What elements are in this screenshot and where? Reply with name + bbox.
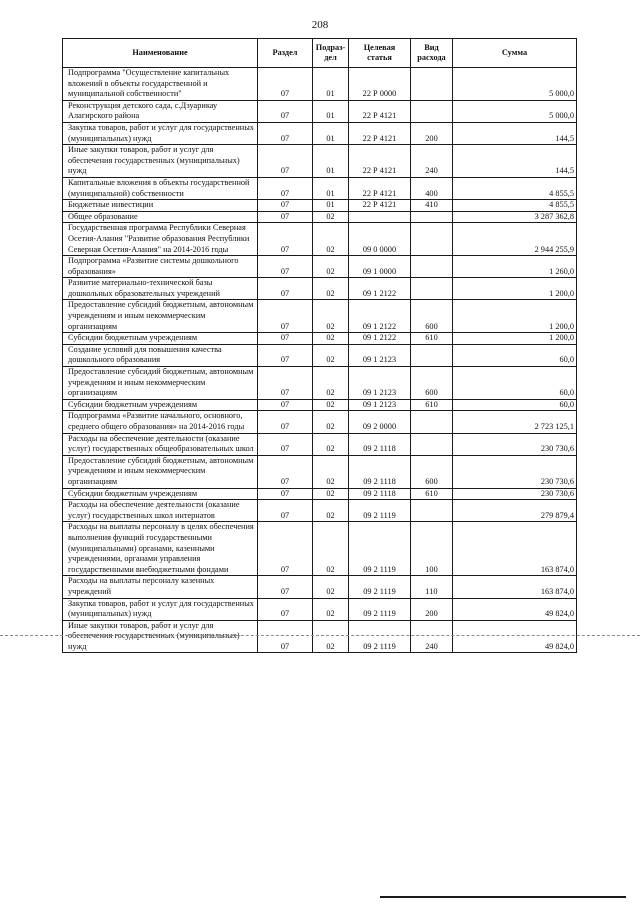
cell-podrazdel: 01 <box>313 200 349 212</box>
cell-article: 09 2 1118 <box>349 433 411 455</box>
cell-name <box>63 278 258 300</box>
cell-article: 22 Р 4121 <box>349 200 411 212</box>
cell-podrazdel: 02 <box>313 455 349 488</box>
cell-name <box>63 200 258 212</box>
cell-razdel: 07 <box>258 411 313 433</box>
cell-article: 22 Р 4121 <box>349 122 411 144</box>
cell-name <box>63 433 258 455</box>
row-label: Предоставление субсидий бюджетным, автономным учреждениям и иным некоммерческим организациям <box>68 300 254 331</box>
cell-name <box>63 211 258 223</box>
row-label: Подпрограмма "Осуществление капитальных вложений в объекты государственной и муниципальной собственности" <box>68 68 230 99</box>
table-row <box>63 122 577 144</box>
cell-podrazdel: 01 <box>313 100 349 122</box>
cell-razdel: 07 <box>258 177 313 199</box>
cell-razdel: 07 <box>258 100 313 122</box>
cell-name <box>63 620 258 653</box>
cell-article: 09 1 2122 <box>349 278 411 300</box>
row-label: Расходы на обеспечение деятельности (оказание услуг) государственных общеобразовательных школ <box>68 433 254 454</box>
table-row <box>63 333 577 345</box>
cell-kind <box>411 411 453 433</box>
table-row <box>63 223 577 256</box>
cell-podrazdel: 02 <box>313 333 349 345</box>
scan-artifact-line <box>0 635 640 636</box>
cell-article: 09 0 0000 <box>349 223 411 256</box>
cell-article: 09 1 2123 <box>349 367 411 400</box>
cell-razdel: 07 <box>258 367 313 400</box>
row-label: Реконструкция детского сада, с.Дзуарикау Алагирского района <box>68 100 218 121</box>
cell-article: 09 2 1119 <box>349 620 411 653</box>
cell-razdel: 07 <box>258 488 313 500</box>
col-header-sum: Сумма <box>453 39 577 68</box>
table-row <box>63 399 577 411</box>
cell-kind: 200 <box>411 598 453 620</box>
cell-sum: 279 879,4 <box>453 500 577 522</box>
cell-razdel: 07 <box>258 256 313 278</box>
cell-kind: 110 <box>411 576 453 598</box>
cell-sum: 5 000,0 <box>453 100 577 122</box>
cell-razdel: 07 <box>258 200 313 212</box>
cell-name <box>63 488 258 500</box>
cell-sum: 2 723 125,1 <box>453 411 577 433</box>
cell-sum: 1 200,0 <box>453 300 577 333</box>
cell-sum: 1 200,0 <box>453 333 577 345</box>
row-label: Субсидии бюджетным учреждениям <box>68 488 198 498</box>
cell-sum: 230 730,6 <box>453 433 577 455</box>
cell-razdel: 07 <box>258 223 313 256</box>
row-label: Подпрограмма «Развитие начального, основного, среднего общего образования» на 2014-2016 годы <box>68 411 245 431</box>
table-row <box>63 433 577 455</box>
cell-article: 09 2 1118 <box>349 455 411 488</box>
table-row <box>63 300 577 333</box>
table-row <box>63 68 577 101</box>
row-label: Иные закупки товаров, работ и услуг для обеспечения государственных (муниципальных) нужд <box>68 145 240 176</box>
cell-podrazdel: 02 <box>313 399 349 411</box>
cell-podrazdel: 02 <box>313 433 349 455</box>
cell-sum: 163 874,0 <box>453 522 577 576</box>
cell-sum: 230 730,6 <box>453 455 577 488</box>
cell-name <box>63 500 258 522</box>
cell-article: 22 Р 4121 <box>349 100 411 122</box>
row-label: Субсидии бюджетным учреждениям <box>68 399 198 409</box>
cell-podrazdel: 02 <box>313 500 349 522</box>
cell-article: 09 1 2123 <box>349 399 411 411</box>
cell-kind <box>411 100 453 122</box>
cell-article: 22 Р 4121 <box>349 177 411 199</box>
cell-sum: 163 874,0 <box>453 576 577 598</box>
cell-name <box>63 122 258 144</box>
cell-kind <box>411 68 453 101</box>
cell-podrazdel: 02 <box>313 576 349 598</box>
cell-razdel: 07 <box>258 211 313 223</box>
cell-sum: 60,0 <box>453 367 577 400</box>
row-label: Подпрограмма «Развитие системы дошкольного образования» <box>68 256 239 276</box>
row-label: Развитие материально-технической базы дошкольных образовательных учреждений <box>68 278 221 298</box>
cell-article: 09 1 2123 <box>349 344 411 366</box>
cell-podrazdel: 02 <box>313 411 349 433</box>
cell-kind: 600 <box>411 455 453 488</box>
cell-kind: 240 <box>411 620 453 653</box>
cell-razdel: 07 <box>258 522 313 576</box>
cell-kind: 200 <box>411 122 453 144</box>
cell-kind: 600 <box>411 300 453 333</box>
cell-name <box>63 145 258 178</box>
cell-podrazdel: 02 <box>313 367 349 400</box>
cell-kind: 610 <box>411 488 453 500</box>
row-label: Государственная программа Республики Северная Осетия-Алания "Развитие образования Республики Северная Осетия-Алания" на 2014-2016 годы <box>68 223 250 254</box>
cell-podrazdel: 02 <box>313 211 349 223</box>
cell-name <box>63 300 258 333</box>
row-label: Общее образование <box>68 211 138 221</box>
table-row <box>63 620 577 653</box>
page-number: 208 <box>311 19 329 31</box>
cell-kind <box>411 256 453 278</box>
cell-kind: 610 <box>411 333 453 345</box>
cell-sum: 60,0 <box>453 399 577 411</box>
cell-razdel: 07 <box>258 576 313 598</box>
table-header-row <box>63 39 577 68</box>
cell-kind: 610 <box>411 399 453 411</box>
cell-podrazdel: 02 <box>313 598 349 620</box>
cell-sum: 3 287 362,8 <box>453 211 577 223</box>
cell-sum: 49 824,0 <box>453 598 577 620</box>
cell-kind <box>411 223 453 256</box>
row-label: Закупка товаров, работ и услуг для государственных (муниципальных) нужд <box>68 122 254 143</box>
cell-article <box>349 211 411 223</box>
cell-name <box>63 411 258 433</box>
cell-razdel: 07 <box>258 300 313 333</box>
table-row <box>63 367 577 400</box>
cell-name <box>63 68 258 101</box>
col-header-kind: Вид расхода <box>411 39 453 68</box>
cell-kind <box>411 344 453 366</box>
row-label: Создание условий для повышения качества дошкольного образования <box>68 344 222 365</box>
cell-name <box>63 333 258 345</box>
table-row <box>63 411 577 433</box>
cell-podrazdel: 01 <box>313 68 349 101</box>
cell-name <box>63 455 258 488</box>
col-header-article: Целевая статья <box>349 39 411 68</box>
table-body <box>63 68 577 653</box>
table-row <box>63 278 577 300</box>
table-row <box>63 177 577 199</box>
table-row <box>63 576 577 598</box>
cell-sum: 1 260,0 <box>453 256 577 278</box>
cell-podrazdel: 02 <box>313 620 349 653</box>
cell-razdel: 07 <box>258 598 313 620</box>
cell-podrazdel: 02 <box>313 522 349 576</box>
cell-razdel: 07 <box>258 500 313 522</box>
cell-razdel: 07 <box>258 122 313 144</box>
cell-name <box>63 522 258 576</box>
cell-kind: 100 <box>411 522 453 576</box>
cell-podrazdel: 02 <box>313 223 349 256</box>
table-row <box>63 500 577 522</box>
cell-article: 09 1 0000 <box>349 256 411 278</box>
row-label: Закупка товаров, работ и услуг для государственных (муниципальных) нужд <box>68 598 254 619</box>
table-row <box>63 598 577 620</box>
row-label: Субсидии бюджетным учреждениям <box>68 333 198 343</box>
cell-razdel: 07 <box>258 68 313 101</box>
cell-name <box>63 256 258 278</box>
table-row <box>63 344 577 366</box>
row-label: Расходы на выплаты персоналу казенных учреждений <box>68 576 215 596</box>
cell-name <box>63 598 258 620</box>
cell-sum: 4 855,5 <box>453 200 577 212</box>
table-row <box>63 211 577 223</box>
budget-table <box>62 38 577 653</box>
cell-kind <box>411 433 453 455</box>
cell-sum: 144,5 <box>453 122 577 144</box>
cell-kind: 240 <box>411 145 453 178</box>
cell-name <box>63 576 258 598</box>
cell-podrazdel: 02 <box>313 278 349 300</box>
row-label: Предоставление субсидий бюджетным, автономным учреждениям и иным некоммерческим организациям <box>68 367 254 398</box>
row-label: Расходы на выплаты персоналу в целях обеспечения выполнения функций государственными (муниципальными) органами, казенными учреждениями, органами управления государственными внебюджетными фондами <box>68 522 254 574</box>
cell-kind <box>411 211 453 223</box>
cell-razdel: 07 <box>258 620 313 653</box>
cell-kind <box>411 500 453 522</box>
cell-sum: 60,0 <box>453 344 577 366</box>
table-row <box>63 488 577 500</box>
col-header-name: Наименование <box>63 39 258 68</box>
cell-podrazdel: 02 <box>313 256 349 278</box>
table-row <box>63 145 577 178</box>
cell-podrazdel: 01 <box>313 145 349 178</box>
cell-article: 09 2 1119 <box>349 500 411 522</box>
bottom-rule <box>380 896 626 898</box>
cell-name <box>63 223 258 256</box>
table-row <box>63 256 577 278</box>
table-row <box>63 100 577 122</box>
row-label: Расходы на обеспечение деятельности (оказание услуг) государственных школ интернатов <box>68 500 240 520</box>
cell-razdel: 07 <box>258 333 313 345</box>
cell-article: 09 1 2122 <box>349 333 411 345</box>
row-label: Предоставление субсидий бюджетным, автономным учреждениям и иным некоммерческим организациям <box>68 455 254 486</box>
row-label: Капитальные вложения в объекты государственной (муниципальной) собственности <box>68 177 250 198</box>
cell-article: 09 2 0000 <box>349 411 411 433</box>
cell-article: 22 Р 4121 <box>349 145 411 178</box>
row-label: Бюджетные инвестиции <box>68 200 154 210</box>
cell-name <box>63 399 258 411</box>
cell-podrazdel: 02 <box>313 344 349 366</box>
cell-podrazdel: 01 <box>313 122 349 144</box>
cell-article: 09 2 1119 <box>349 598 411 620</box>
col-header-razdel: Раздел <box>258 39 313 68</box>
cell-razdel: 07 <box>258 399 313 411</box>
row-label: Иные закупки товаров, работ и услуг для обеспечения государственных (муниципальных) нужд <box>68 620 240 651</box>
cell-sum: 5 000,0 <box>453 68 577 101</box>
cell-podrazdel: 02 <box>313 300 349 333</box>
cell-name <box>63 100 258 122</box>
cell-name <box>63 344 258 366</box>
cell-article: 09 1 2122 <box>349 300 411 333</box>
table-row <box>63 522 577 576</box>
cell-sum: 1 200,0 <box>453 278 577 300</box>
table-row <box>63 200 577 212</box>
cell-name <box>63 367 258 400</box>
cell-podrazdel: 02 <box>313 488 349 500</box>
cell-sum: 144,5 <box>453 145 577 178</box>
cell-sum: 4 855,5 <box>453 177 577 199</box>
cell-name <box>63 177 258 199</box>
cell-razdel: 07 <box>258 145 313 178</box>
cell-article: 09 2 1118 <box>349 488 411 500</box>
cell-sum: 2 944 255,9 <box>453 223 577 256</box>
cell-podrazdel: 01 <box>313 177 349 199</box>
cell-razdel: 07 <box>258 455 313 488</box>
cell-sum: 230 730,6 <box>453 488 577 500</box>
cell-kind <box>411 278 453 300</box>
cell-kind: 410 <box>411 200 453 212</box>
cell-razdel: 07 <box>258 344 313 366</box>
cell-razdel: 07 <box>258 278 313 300</box>
cell-kind: 600 <box>411 367 453 400</box>
cell-sum: 49 824,0 <box>453 620 577 653</box>
cell-article: 09 2 1119 <box>349 522 411 576</box>
cell-article: 22 Р 0000 <box>349 68 411 101</box>
cell-kind: 400 <box>411 177 453 199</box>
cell-article: 09 2 1119 <box>349 576 411 598</box>
col-header-podrazdel: Подраз-дел <box>313 39 349 68</box>
table-row <box>63 455 577 488</box>
cell-razdel: 07 <box>258 433 313 455</box>
